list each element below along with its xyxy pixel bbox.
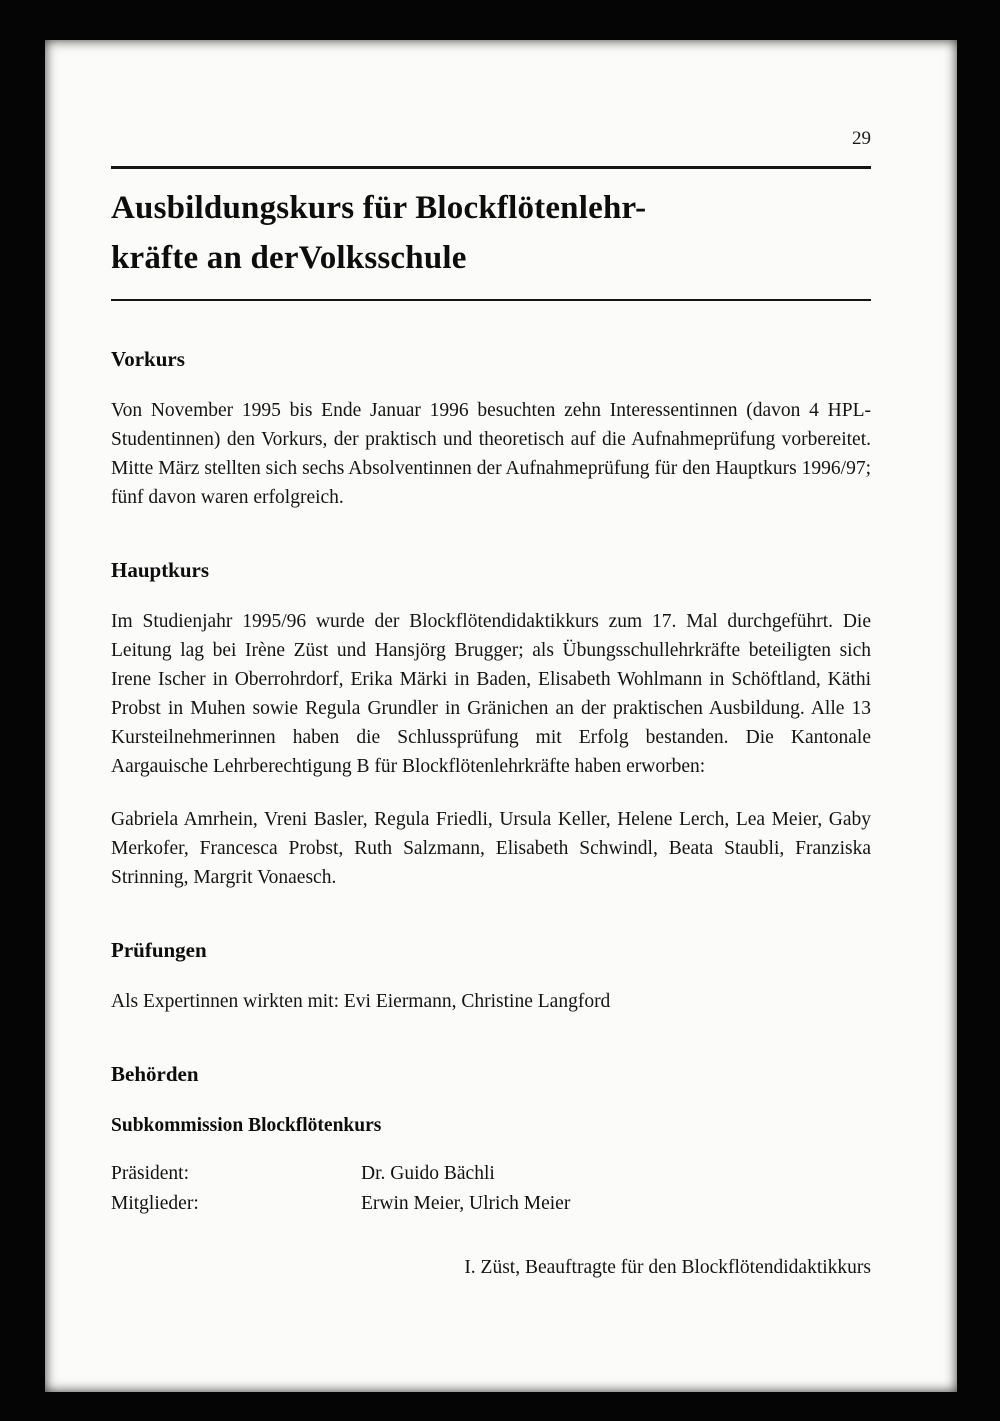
role-row-mitglieder <box>111 1189 871 1219</box>
role-label-praesident: Präsident: <box>111 1163 189 1184</box>
document-page <box>45 40 957 1392</box>
section-heading-vorkurs: Vorkurs <box>111 347 185 371</box>
title-rule-bottom <box>111 299 871 301</box>
subheading-subkommission: Subkommission Blockflötenkurs <box>111 1115 382 1136</box>
role-label-mitglieder: Mitglieder: <box>111 1193 199 1214</box>
paragraph-vorkurs: Von November 1995 bis Ende Januar 1996 besuchten zehn Interessentinnen (davon 4 HPL-Studentinnen) den Vorkurs, der praktisch und theoretisch auf die Aufnahmeprüfung vorbereitet. Mitte März stellten sich sechs Absolventinnen der Aufnahmeprüfung für den Hauptkurs 1996/97; fünf davon waren erfolgreich. <box>111 400 871 508</box>
title-rule-top <box>111 166 871 169</box>
section-heading-pruefungen: Prüfungen <box>111 938 207 962</box>
page-content <box>45 40 957 1279</box>
role-row-praesident <box>111 1159 871 1189</box>
paragraph-hauptkurs: Im Studienjahr 1995/96 wurde der Blockflötendidaktikkurs zum 17. Mal durchgeführt. Die Leitung lag bei Irène Züst und Hansjörg Brugger; als Übungsschullehrkräfte beteiligten sich Irene Ischer in Oberrohrdorf, Erika Märki in Baden, Elisabeth Wohlmann in Schöftland, Käthi Probst in Muhen sowie Regula Grundler in Gränichen an der praktischen Ausbildung. Alle 13 Kursteilnehmerinnen haben die Schlussprüfung mit Erfolg bestanden. Die Kantonale Aargauische Lehrberechtigung B für Blockflötenlehrkräfte haben erworben: <box>111 611 871 777</box>
document-title <box>111 183 871 283</box>
signature-line: I. Züst, Beauftragte für den Blockflötendidaktikkurs <box>464 1257 871 1278</box>
section-heading-behoerden: Behörden <box>111 1062 199 1086</box>
role-value-praesident: Dr. Guido Bächli <box>361 1163 495 1184</box>
roles-list <box>111 1159 871 1219</box>
document-title-line-2: kräfte an derVolksschule <box>111 240 467 276</box>
paragraph-pruefungen: Als Expertinnen wirkten mit: Evi Eiermann, Christine Langford <box>111 991 611 1012</box>
section-heading-hauptkurs: Hauptkurs <box>111 558 210 582</box>
page-number: 29 <box>852 128 871 149</box>
document-title-line-1: Ausbildungskurs für Blockflötenlehr- <box>111 190 647 226</box>
role-value-mitglieder: Erwin Meier, Ulrich Meier <box>361 1193 571 1214</box>
paragraph-hauptkurs-names: Gabriela Amrhein, Vreni Basler, Regula Friedli, Ursula Keller, Helene Lerch, Lea Meier, Gaby Merkofer, Francesca Probst, Ruth Salzmann, Elisabeth Schwindl, Beata Staubli, Franziska Strinning, Margrit Vonaesch. <box>111 809 871 888</box>
